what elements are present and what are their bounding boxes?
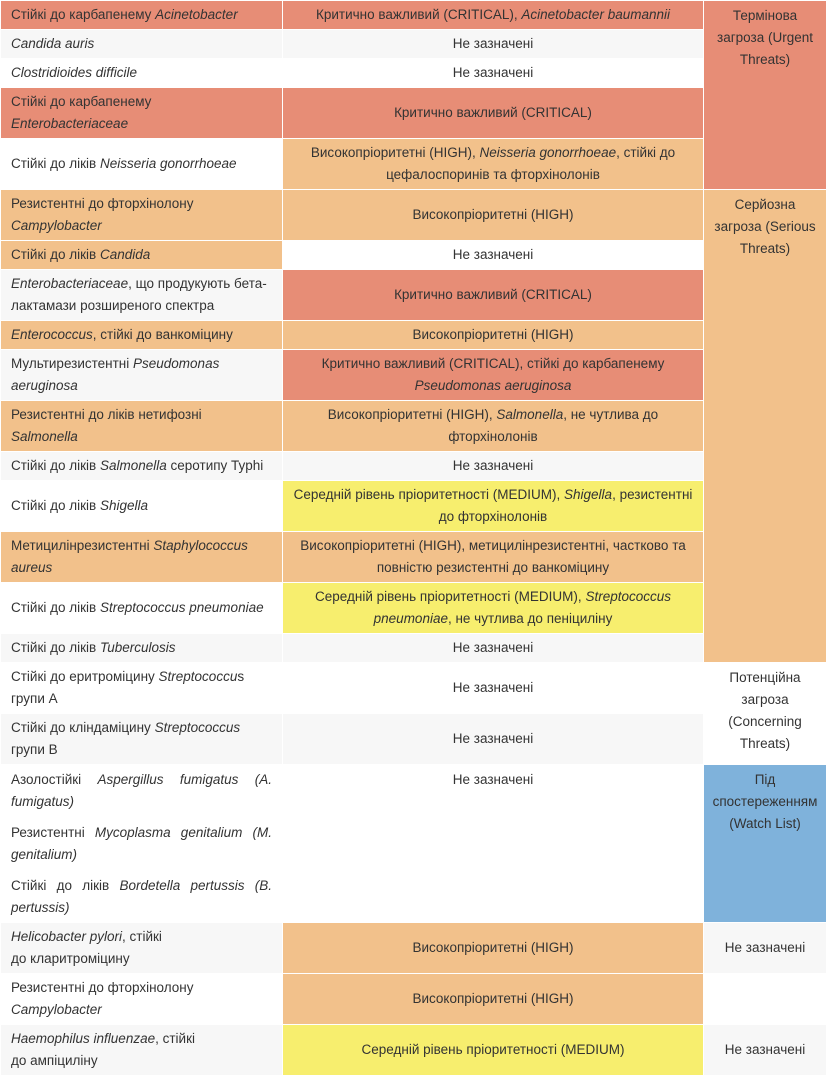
table-row (1, 1025, 826, 1075)
cell-text: Стійкі до ліків Bordetella pertussis (B. pertussis) (11, 878, 272, 915)
table-row (1, 923, 826, 973)
table-row (1, 1, 826, 29)
pathogen-cell (1, 663, 282, 713)
cell-text: Метицилінрезистентні Staphylococcus aureus (11, 538, 248, 575)
cell-text: Clostridioides difficile (11, 65, 138, 80)
threat-category-cell (704, 974, 826, 1024)
cell-text: Під спостереженням (Watch List) (712, 772, 818, 831)
table-row (1, 765, 826, 922)
priority-cell (283, 59, 703, 87)
cell-text: Високопріоритетні (HIGH) (412, 207, 574, 222)
cell-text: Haemophilus influenzae, стійкі до ампіциліну (11, 1031, 195, 1068)
table-row (1, 321, 826, 349)
pathogen-cell (1, 401, 282, 451)
cell-text: Enterococcus, стійкі до ванкоміцину (11, 327, 233, 342)
priority-cell (283, 270, 703, 320)
cell-text: Серйозна загроза (Serious Threats) (714, 197, 816, 256)
table-row (1, 532, 826, 582)
threat-category-cell (704, 1, 826, 189)
cell-text: Критично важливий (CRITICAL), Acinetobacter baumannii (316, 7, 670, 22)
priority-cell (283, 241, 703, 269)
threat-category-cell (704, 765, 826, 922)
cell-text: Високопріоритетні (HIGH), Neisseria gonorrhoeae, стійкі до цефалоспоринів та фторхінолонів (310, 145, 676, 182)
priority-cell (283, 1, 703, 29)
table-row (1, 634, 826, 662)
priority-cell (283, 88, 703, 138)
cell-text: Високопріоритетні (HIGH) (412, 327, 574, 342)
cell-text: Критично важливий (CRITICAL), стійкі до карбапенему Pseudomonas aeruginosa (321, 356, 665, 393)
cell-text: Високопріоритетні (HIGH) (412, 940, 574, 955)
table-row (1, 59, 826, 87)
threat-category-cell (704, 190, 826, 662)
priority-cell (283, 321, 703, 349)
table-row (1, 350, 826, 400)
cell-text: Термінова загроза (Urgent Threats) (717, 8, 813, 67)
cell-text: Потенційна загроза (Concerning Threats) (728, 670, 802, 751)
priority-cell (283, 190, 703, 240)
pathogen-cell (1, 452, 282, 480)
priority-cell (283, 974, 703, 1024)
cell-text: Стійкі до кліндаміцину Streptococcus групи B (11, 720, 241, 757)
table-body (1, 1, 826, 1075)
priority-cell (283, 532, 703, 582)
priority-cell (283, 401, 703, 451)
table-row (1, 30, 826, 58)
table-row (1, 241, 826, 269)
pathogen-cell (1, 765, 282, 922)
cell-text: Не зазначені (452, 772, 534, 787)
pathogen-cell (1, 241, 282, 269)
cell-text: Середній рівень пріоритетності (MEDIUM), Shigella, резистентні до фторхінолонів (293, 487, 693, 524)
cell-text: Не зазначені (452, 680, 534, 695)
cell-text: Helicobacter pylori, стійкі до кларитроміцину (11, 929, 162, 966)
pathogen-cell (1, 481, 282, 531)
priority-cell (283, 1025, 703, 1075)
cell-text: Критично важливий (CRITICAL) (394, 287, 592, 302)
cell-text: Критично важливий (CRITICAL) (394, 105, 592, 120)
priority-cell (283, 30, 703, 58)
cell-text: Не зазначені (452, 458, 534, 473)
cell-text: Стійкі до ліків Candida (11, 247, 151, 262)
threat-category-cell (704, 1025, 826, 1075)
priority-cell (283, 481, 703, 531)
cell-text: Високопріоритетні (HIGH) (412, 991, 574, 1006)
priority-cell (283, 139, 703, 189)
table-row (1, 714, 826, 764)
cell-text: Високопріоритетні (HIGH), Salmonella, не чутлива до фторхінолонів (327, 407, 659, 444)
pathogen-cell (1, 270, 282, 320)
priority-cell (283, 663, 703, 713)
pathogen-cell (1, 1, 282, 29)
pathogen-cell (1, 923, 282, 973)
cell-text: Не зазначені (452, 731, 534, 746)
cell-text: Середній рівень пріоритетності (MEDIUM), Streptococcus pneumoniae, не чутлива до пеніциліну (315, 589, 671, 626)
cell-text: Резистентні до фторхінолону Campylobacter (11, 980, 194, 1017)
threat-category-cell (704, 663, 826, 764)
pathogen-cell (1, 532, 282, 582)
pathogen-cell (1, 190, 282, 240)
pathogen-cell (1, 59, 282, 87)
cell-text: Мультирезистентні Pseudomonas aeruginosa (11, 356, 220, 393)
priority-cell (283, 765, 703, 922)
priority-cell (283, 923, 703, 973)
cell-text: Резистентні до ліків нетифозні Salmonella (11, 407, 202, 444)
cell-text: Candida auris (11, 36, 95, 51)
cell-text: Не зазначені (452, 247, 534, 262)
cell-text: Стійкі до карбапенему Enterobacteriaceae (11, 94, 152, 131)
pathogen-cell (1, 350, 282, 400)
cell-text: Резистентні до фторхінолону Campylobacter (11, 196, 194, 233)
cell-text: Азолостійкі Aspergillus fumigatus (A. fumigatus) (11, 772, 273, 809)
table-row (1, 190, 826, 240)
pathogen-cell (1, 88, 282, 138)
pathogen-cell (1, 583, 282, 633)
priority-cell (283, 714, 703, 764)
pathogen-cell (1, 321, 282, 349)
cell-text: Не зазначені (452, 640, 534, 655)
pathogen-cell (1, 30, 282, 58)
pathogen-cell (1, 634, 282, 662)
cell-text: Стійкі до ліків Salmonella серотипу Typhi (11, 458, 264, 473)
priority-cell (283, 634, 703, 662)
cell-text: Стійкі до ліків Streptococcus pneumoniae (11, 600, 264, 615)
table-row (1, 88, 826, 138)
cell-text: Стійкі до карбапенему Acinetobacter (11, 7, 238, 22)
pathogen-cell (1, 974, 282, 1024)
cell-text: Стійкі до еритроміцину Streptococcus групи A (11, 669, 245, 706)
priority-cell (283, 452, 703, 480)
table-row (1, 139, 826, 189)
priority-cell (283, 350, 703, 400)
table-row (1, 270, 826, 320)
cell-text: Не зазначені (452, 36, 534, 51)
pathogen-cell (1, 1025, 282, 1075)
cell-text: Резистентні Mycoplasma genitalium (M. genitalium) (11, 825, 272, 862)
table-row (1, 583, 826, 633)
table-row (1, 663, 826, 713)
table-row (1, 974, 826, 1024)
cell-text: Середній рівень пріоритетності (MEDIUM) (361, 1042, 625, 1057)
pathogen-cell (1, 714, 282, 764)
priority-cell (283, 583, 703, 633)
cell-text: Не зазначені (452, 65, 534, 80)
cell-text: Стійкі до ліків Tuberculosis (11, 640, 176, 655)
cell-text: Стійкі до ліків Shigella (11, 498, 149, 513)
threat-category-cell (704, 923, 826, 973)
cell-text: Високопріоритетні (HIGH), метицилінрезистентні, частково та повністю резистентні до ванкоміцину (300, 538, 686, 575)
cell-text: Enterobacteriaceae, що продукують бета-лактамази розширеного спектра (11, 276, 267, 313)
pathogen-cell (1, 139, 282, 189)
cell-text: Не зазначені (724, 940, 806, 955)
cell-text: Не зазначені (724, 1042, 806, 1057)
cell-text: Стійкі до ліків Neisseria gonorrhoeae (11, 156, 237, 171)
table-row (1, 401, 826, 451)
table-row (1, 452, 826, 480)
table-row (1, 481, 826, 531)
